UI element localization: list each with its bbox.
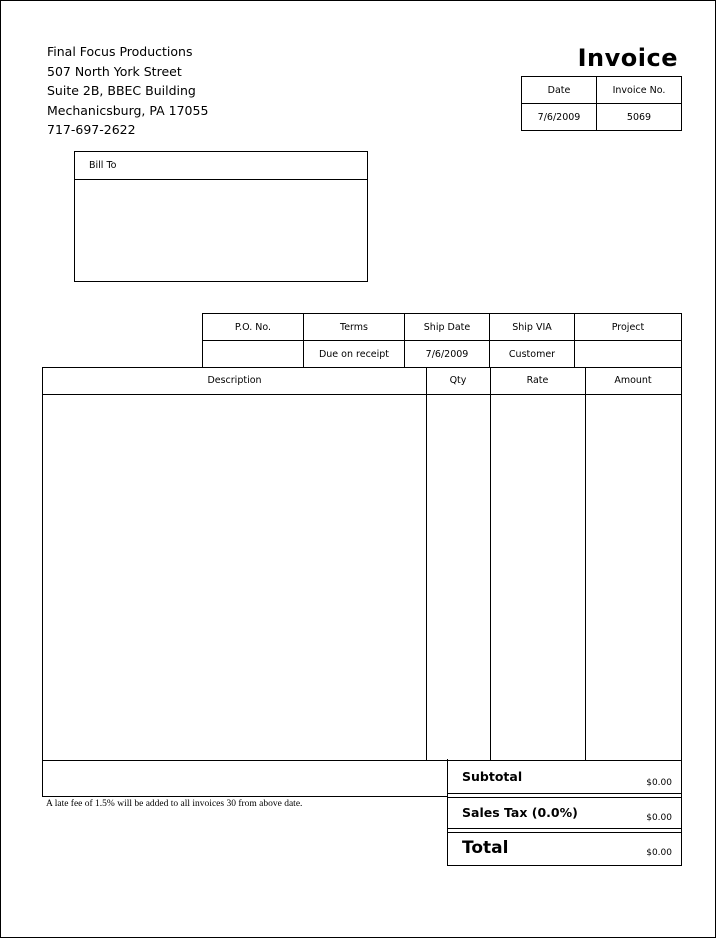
column-divider: [490, 368, 491, 760]
subtotal-row: [448, 759, 681, 794]
sales-tax-label: Sales Tax (0.0%): [462, 805, 578, 820]
terms-table: [202, 313, 682, 368]
company-address-line1: 507 North York Street: [47, 63, 182, 79]
column-divider: [585, 368, 586, 760]
qty-header: Qty: [449, 375, 467, 386]
late-fee-note: A late fee of 1.5% will be added to all invoices 30 from above date.: [46, 799, 303, 809]
po-number-value: [203, 341, 304, 368]
project-header: Project: [575, 314, 682, 341]
amount-header: Amount: [614, 375, 652, 386]
company-name: Final Focus Productions: [47, 44, 193, 59]
company-phone: 717-697-2622: [47, 122, 136, 137]
bill-to-box: [74, 151, 368, 282]
description-header: Description: [207, 375, 262, 386]
terms-value: Due on receipt: [304, 341, 405, 368]
rate-header: Rate: [526, 375, 549, 386]
total-row: [448, 833, 681, 866]
line-items-table: [42, 367, 682, 761]
notes-box: [42, 759, 448, 797]
project-value: [575, 341, 682, 368]
sales-tax-row: [448, 798, 681, 829]
invoice-date: 7/6/2009: [522, 104, 597, 131]
date-header: Date: [522, 77, 597, 104]
invoice-number-header: Invoice No.: [597, 77, 682, 104]
terms-header: Terms: [304, 314, 405, 341]
subtotal-label: Subtotal: [462, 769, 523, 784]
subtotal-amount: $0.00: [646, 778, 672, 788]
column-divider: [426, 368, 427, 760]
bill-to-label: Bill To: [75, 152, 367, 180]
totals-box: [447, 759, 682, 866]
ship-via-value: Customer: [490, 341, 575, 368]
total-label: Total: [462, 838, 509, 858]
sales-tax-amount: $0.00: [646, 813, 672, 823]
ship-via-header: Ship VIA: [490, 314, 575, 341]
company-info: [47, 42, 208, 140]
total-amount: $0.00: [646, 848, 672, 858]
invoice-info-table: [521, 76, 682, 131]
company-city-state-zip: Mechanicsburg, PA 17055: [47, 102, 209, 118]
invoice-number: 5069: [597, 104, 682, 131]
company-address-line2: Suite 2B, BBEC Building: [47, 83, 196, 98]
invoice-title: Invoice: [577, 44, 678, 72]
ship-date-value: 7/6/2009: [405, 341, 490, 368]
po-number-header: P.O. No.: [203, 314, 304, 341]
ship-date-header: Ship Date: [405, 314, 490, 341]
